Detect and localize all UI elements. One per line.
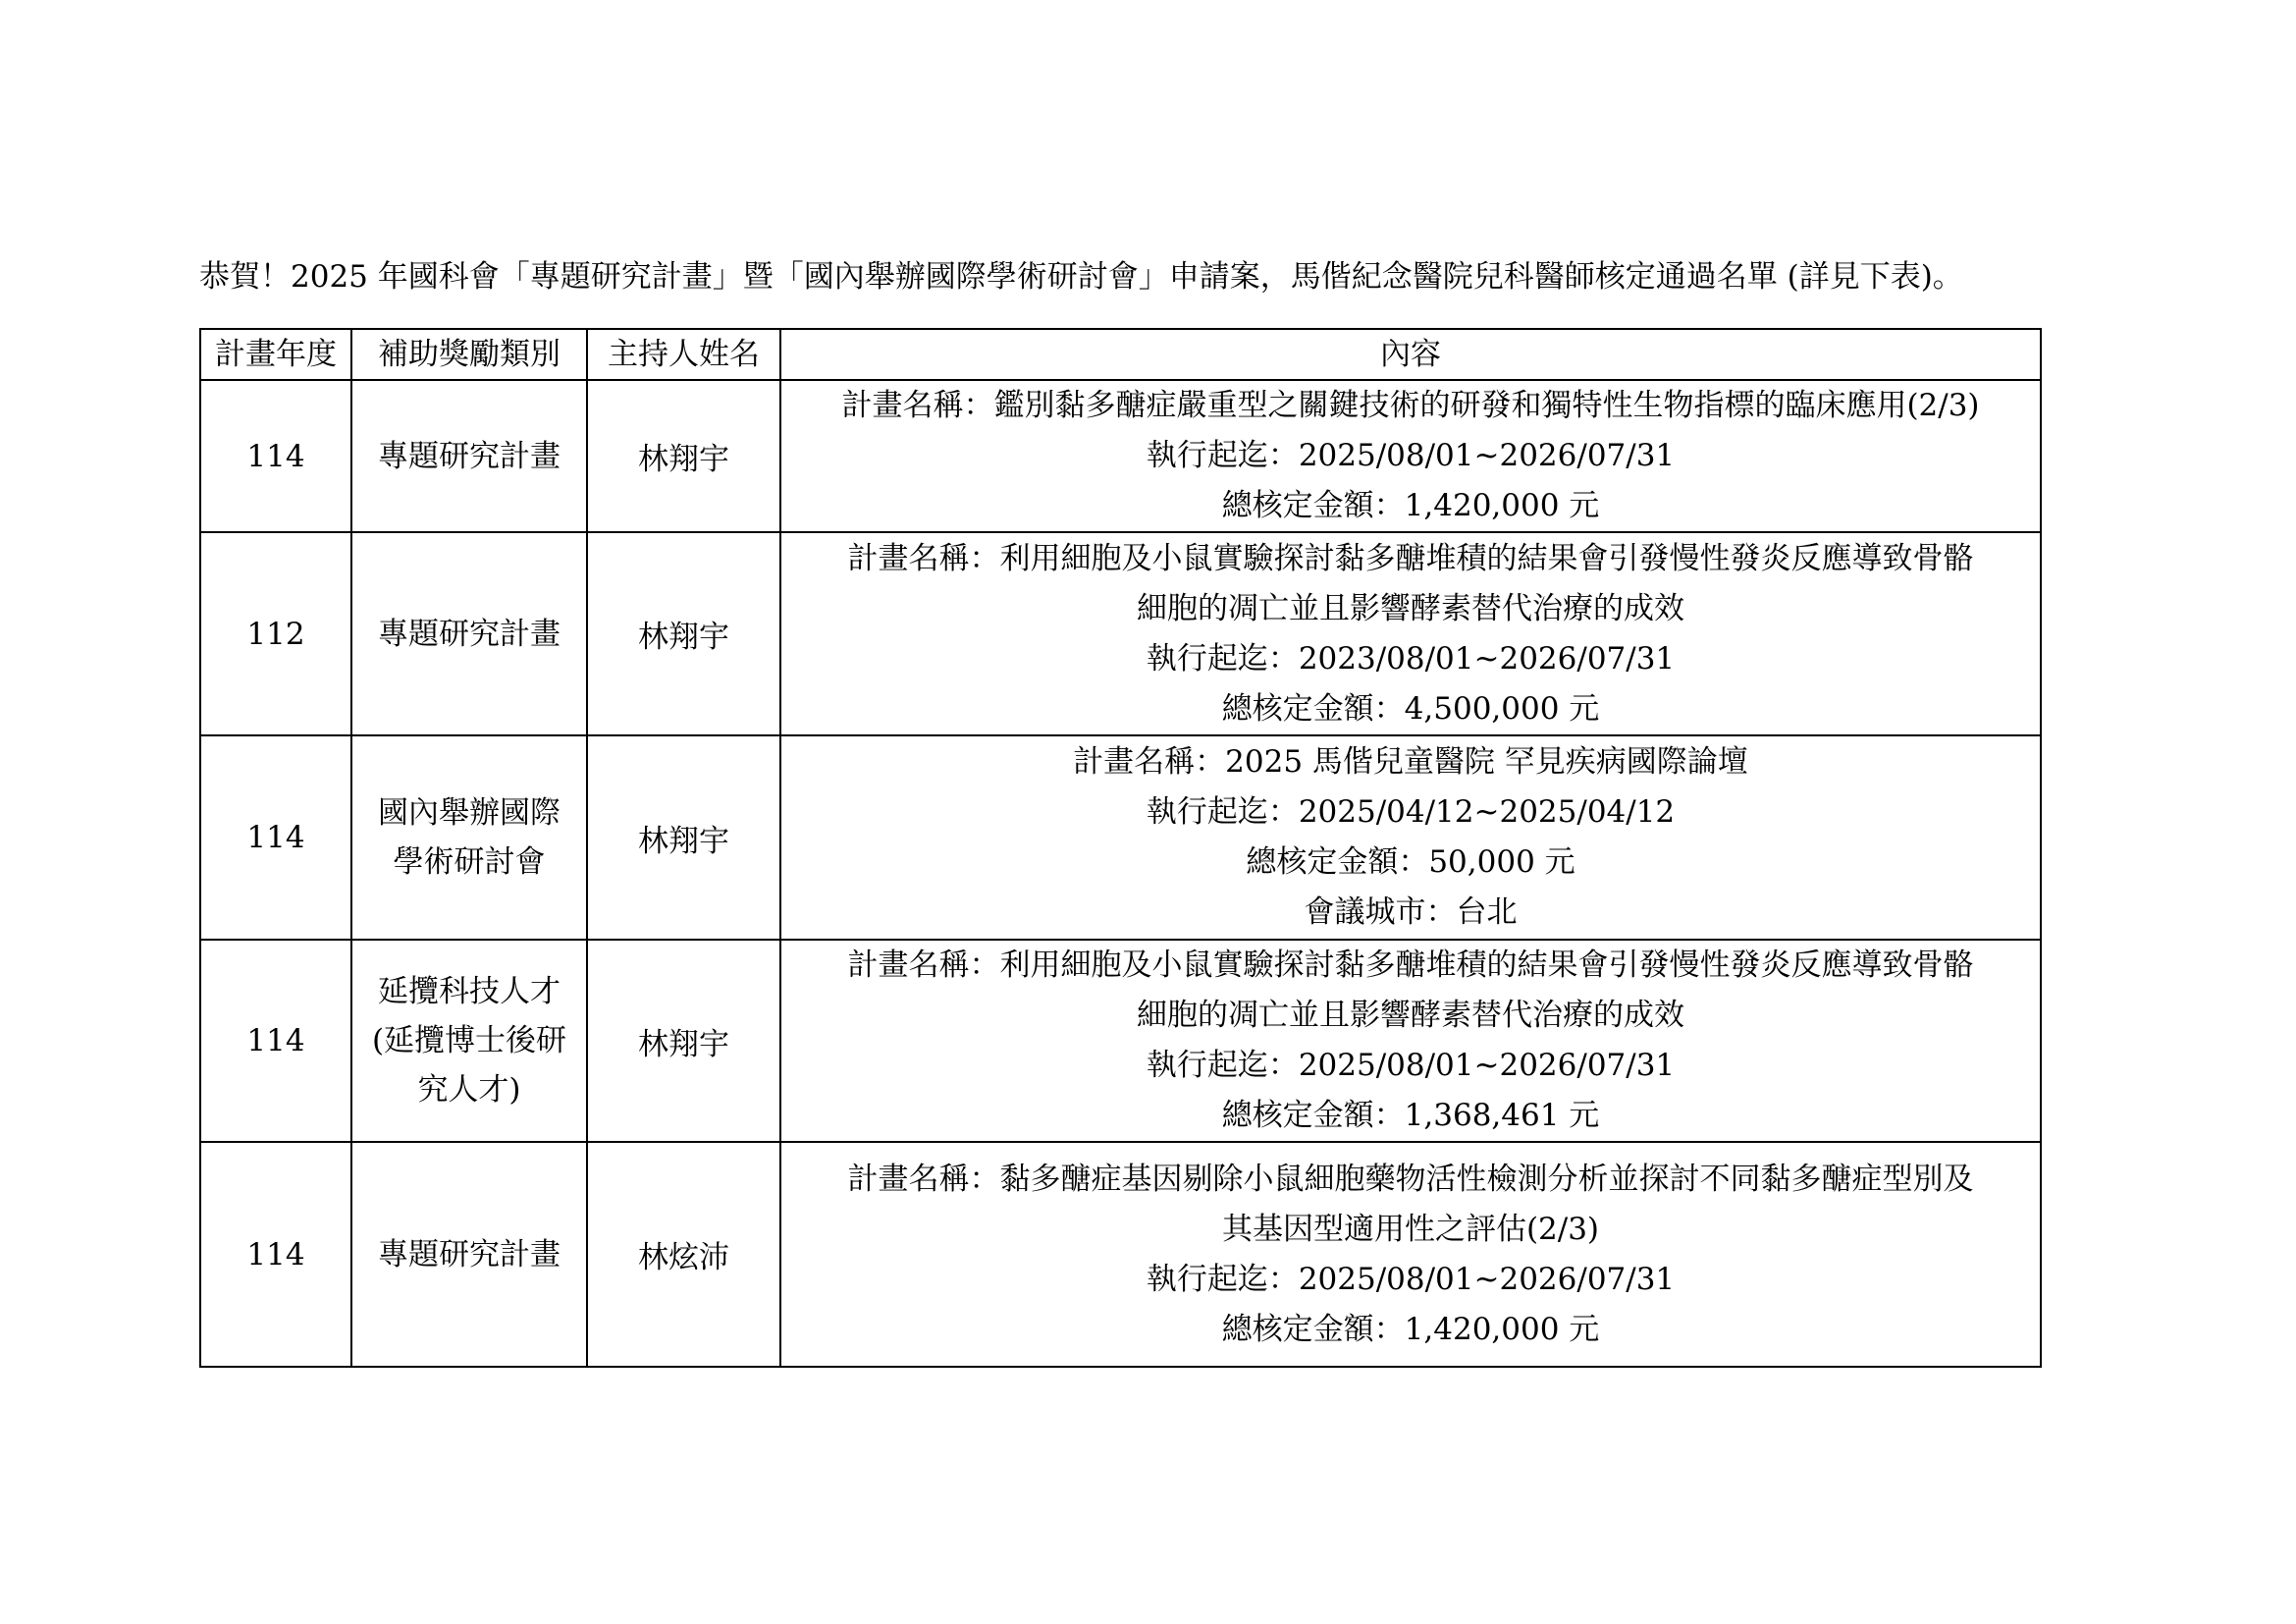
- cell-year: 114: [200, 940, 351, 1142]
- type-line: 專題研究計畫: [378, 616, 561, 652]
- content-line: 執行起迄：2025/08/01~2026/07/31: [1146, 1261, 1676, 1297]
- header-pi: 主持人姓名: [587, 329, 780, 380]
- cell-year: 114: [200, 735, 351, 940]
- content-line: 其基因型適用性之評估(2/3): [1221, 1211, 1600, 1247]
- cell-type: [351, 380, 587, 532]
- table-row: [200, 1142, 2041, 1367]
- type-line: 延攬科技人才: [378, 974, 561, 1009]
- content-line: 計畫名稱：黏多醣症基因剔除小鼠細胞藥物活性檢測分析並探討不同黏多醣症型別及: [847, 1161, 1974, 1197]
- table-row: [200, 380, 2041, 532]
- header-content: 內容: [780, 329, 2041, 380]
- cell-year: 114: [200, 380, 351, 532]
- cell-pi: 林翔宇: [587, 380, 780, 532]
- content-line: 總核定金額：1,420,000 元: [1221, 1311, 1600, 1347]
- cell-content: [780, 940, 2041, 1142]
- cell-type: [351, 940, 587, 1142]
- table-row: [200, 532, 2041, 735]
- content-line: 計畫名稱：利用細胞及小鼠實驗探討黏多醣堆積的結果會引發慢性發炎反應導致骨骼: [847, 540, 1974, 576]
- type-line: 究人才): [417, 1072, 521, 1108]
- type-line: 國內舉辦國際: [378, 795, 561, 831]
- content-line: 計畫名稱：鑑別黏多醣症嚴重型之關鍵技術的研發和獨特性生物指標的臨床應用(2/3): [841, 388, 1980, 423]
- content-line: 會議城市：台北: [1304, 894, 1518, 930]
- header-type: 補助獎勵類別: [351, 329, 587, 380]
- cell-content: [780, 1142, 2041, 1367]
- header-year: 計畫年度: [200, 329, 351, 380]
- cell-content: [780, 532, 2041, 735]
- type-line: 學術研討會: [393, 844, 546, 880]
- type-line: 專題研究計畫: [378, 1236, 561, 1272]
- content-line: 細胞的凋亡並且影響酵素替代治療的成效: [1137, 590, 1684, 626]
- cell-pi: 林翔宇: [587, 940, 780, 1142]
- cell-type: [351, 532, 587, 735]
- content-line: 執行起迄：2025/08/01~2026/07/31: [1146, 1048, 1676, 1083]
- cell-content: [780, 380, 2041, 532]
- content-line: 執行起迄：2025/04/12~2025/04/12: [1146, 794, 1676, 830]
- cell-pi: 林炫沛: [587, 1142, 780, 1367]
- content-line: 執行起迄：2023/08/01~2026/07/31: [1146, 640, 1676, 677]
- type-line: 專題研究計畫: [378, 438, 561, 474]
- table-row: [200, 735, 2041, 940]
- content-line: 計畫名稱：2025 馬偕兒童醫院 罕見疾病國際論壇: [1073, 744, 1748, 780]
- content-line: 總核定金額：4,500,000 元: [1221, 690, 1600, 727]
- cell-pi: 林翔宇: [587, 532, 780, 735]
- content-line: 細胞的凋亡並且影響酵素替代治療的成效: [1137, 998, 1684, 1033]
- cell-type: [351, 735, 587, 940]
- grants-table: [199, 328, 2042, 1368]
- cell-content: [780, 735, 2041, 940]
- cell-pi: 林翔宇: [587, 735, 780, 940]
- cell-type: [351, 1142, 587, 1367]
- table-row: [200, 940, 2041, 1142]
- content-line: 執行起迄：2025/08/01~2026/07/31: [1146, 438, 1676, 473]
- cell-year: 114: [200, 1142, 351, 1367]
- content-line: 總核定金額：50,000 元: [1246, 844, 1575, 880]
- table-header-row: [200, 329, 2041, 380]
- type-line: (延攬博士後研: [371, 1023, 567, 1058]
- content-line: 總核定金額：1,368,461 元: [1221, 1098, 1600, 1133]
- intro-text: 恭賀！2025 年國科會「專題研究計畫」暨「國內舉辦國際學術研討會」申請案，馬偕紀念醫院兒科醫師核定通過名單 (詳見下表)。: [199, 259, 1963, 295]
- cell-year: 112: [200, 532, 351, 735]
- content-line: 計畫名稱：利用細胞及小鼠實驗探討黏多醣堆積的結果會引發慢性發炎反應導致骨骼: [847, 947, 1974, 983]
- content-line: 總核定金額：1,420,000 元: [1221, 488, 1600, 523]
